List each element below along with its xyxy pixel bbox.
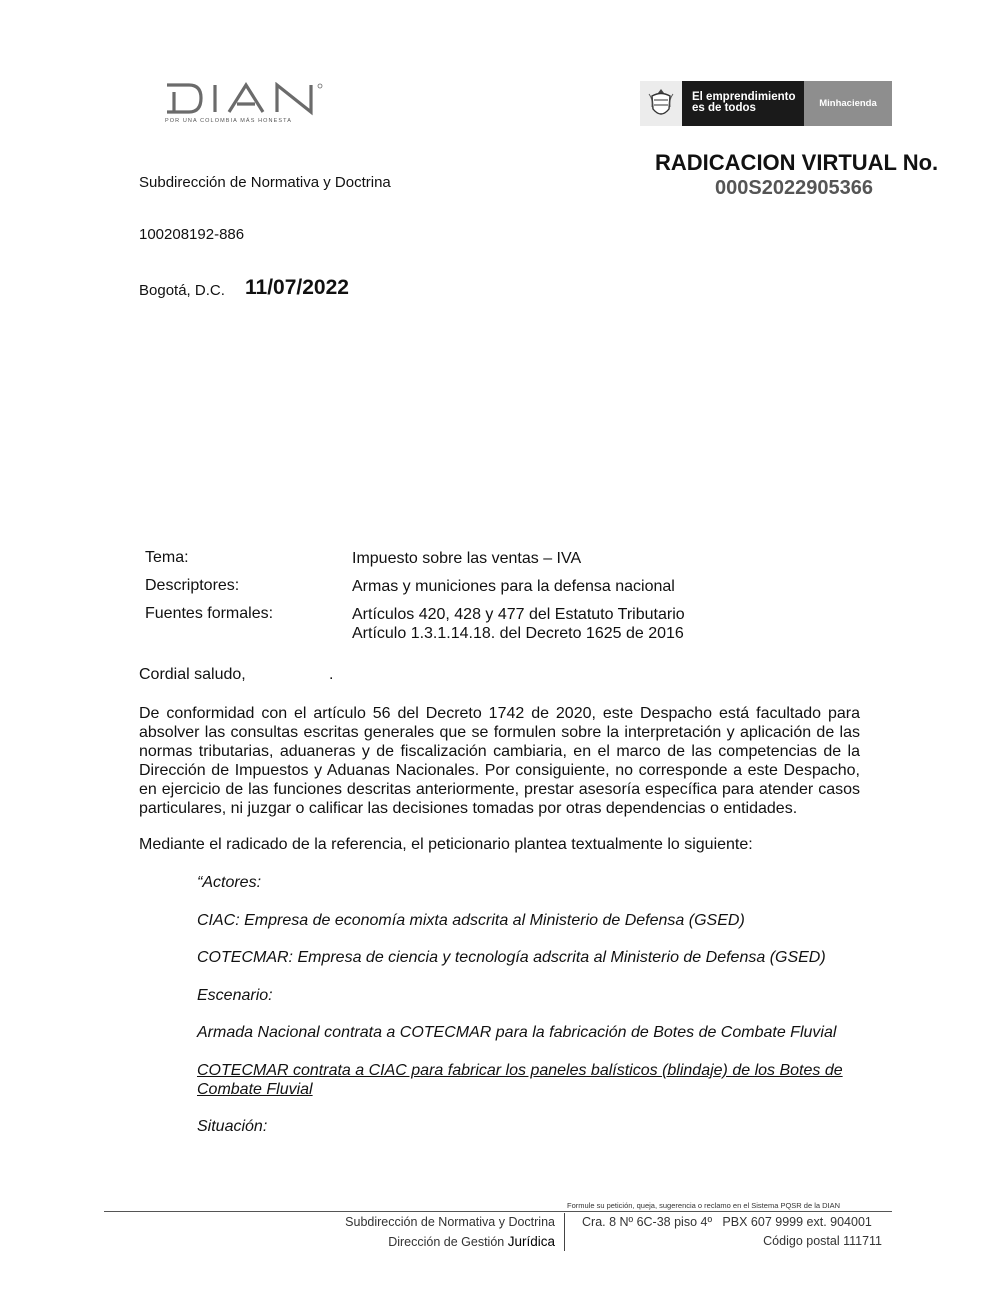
quote-armada: Armada Nacional contrata a COTECMAR para la fabricación de Botes de Combate Fluvial [197, 1024, 837, 1041]
fuentes-value-2: Artículo 1.3.1.14.18. del Decreto 1625 de 2016 [352, 625, 684, 642]
tema-value: Impuesto sobre las ventas – IVA [352, 550, 582, 567]
gov-slogan-line2: es de todos [692, 102, 756, 114]
paragraph-competence: De conformidad con el artículo 56 del Decreto 1742 de 2020, este Despacho está facultado para absolver las consultas escritas generales que se formulen sobre la interpretación y aplicación de las normas tributarias, aduaneras y de fiscalización cambiaria, en el marco de las competencias de la Dirección de Impuestos y Aduanas Nacionales. Por consiguiente, no corresponde a este Despacho, en ejercicio de las funciones descritas anteriormente, prestar asesoría específica para atender casos particulares, ni juzgar o calificar las decisiones tomadas por otras dependencias o entidades. [139, 705, 860, 817]
city: Bogotá, D.C. [139, 282, 225, 299]
fuentes-label: Fuentes formales: [145, 605, 274, 622]
paragraph-request: Mediante el radicado de la referencia, el peticionario plantea textualmente lo siguiente: [139, 836, 753, 853]
footer-postal-code: Código postal 111711 [763, 1234, 882, 1248]
ministry-name: Minhacienda [804, 81, 892, 126]
dian-tagline: POR UNA COLOMBIA MÁS HONESTA [165, 118, 292, 124]
quote-actores: “Actores: [197, 874, 262, 891]
gov-slogan [682, 81, 804, 126]
greeting: Cordial saludo, [139, 666, 246, 683]
tema-label: Tema: [145, 549, 189, 566]
quote-situacion: Situación: [197, 1118, 268, 1135]
dian-logo-text [165, 116, 166, 117]
reference-number: 100208192-886 [139, 226, 245, 243]
footer-direction-emph: Jurídica [507, 1234, 555, 1249]
footer-vertical-divider [564, 1213, 565, 1251]
footer-office: Subdirección de Normativa y Doctrina [345, 1215, 555, 1229]
descriptores-label: Descriptores: [145, 577, 240, 594]
radicacion-number: 000S2022905366 [715, 177, 873, 199]
descriptores-value: Armas y municiones para la defensa nacional [352, 578, 675, 595]
gov-slogan-line1: El emprendimiento [692, 91, 796, 103]
government-logo [640, 81, 892, 126]
radicacion-label: RADICACION VIRTUAL No. [655, 150, 939, 175]
footer-direction-prefix: Dirección de Gestión [388, 1235, 505, 1249]
quote-escenario: Escenario: [197, 987, 273, 1004]
office-name: Subdirección de Normativa y Doctrina [139, 174, 391, 191]
greeting-dot: . [329, 666, 334, 683]
footer-divider [104, 1211, 892, 1212]
quote-ciac: CIAC: Empresa de economía mixta adscrita al Ministerio de Defensa (GSED) [197, 912, 745, 929]
dian-wordmark-icon [165, 82, 325, 116]
footer-direction [388, 1234, 555, 1249]
letter-date: 11/07/2022 [245, 276, 349, 299]
coat-of-arms-icon [640, 81, 682, 126]
footer-pqsr-note: Formule su petición, queja, sugerencia o reclamo en el Sistema PQSR de la DIAN [567, 1201, 841, 1210]
quote-cotecmar: COTECMAR: Empresa de ciencia y tecnología adscrita al Ministerio de Defensa (GSED) [197, 949, 826, 966]
footer-address: Cra. 8 Nº 6C-38 piso 4º PBX 607 9999 ext. 904001 [582, 1215, 872, 1229]
quote-contrata: COTECMAR contrata a CIAC para fabricar los paneles balísticos (blindaje) de los Botes de Combate Fluvial [197, 1062, 843, 1098]
fuentes-value-1: Artículos 420, 428 y 477 del Estatuto Tributario [352, 606, 685, 623]
